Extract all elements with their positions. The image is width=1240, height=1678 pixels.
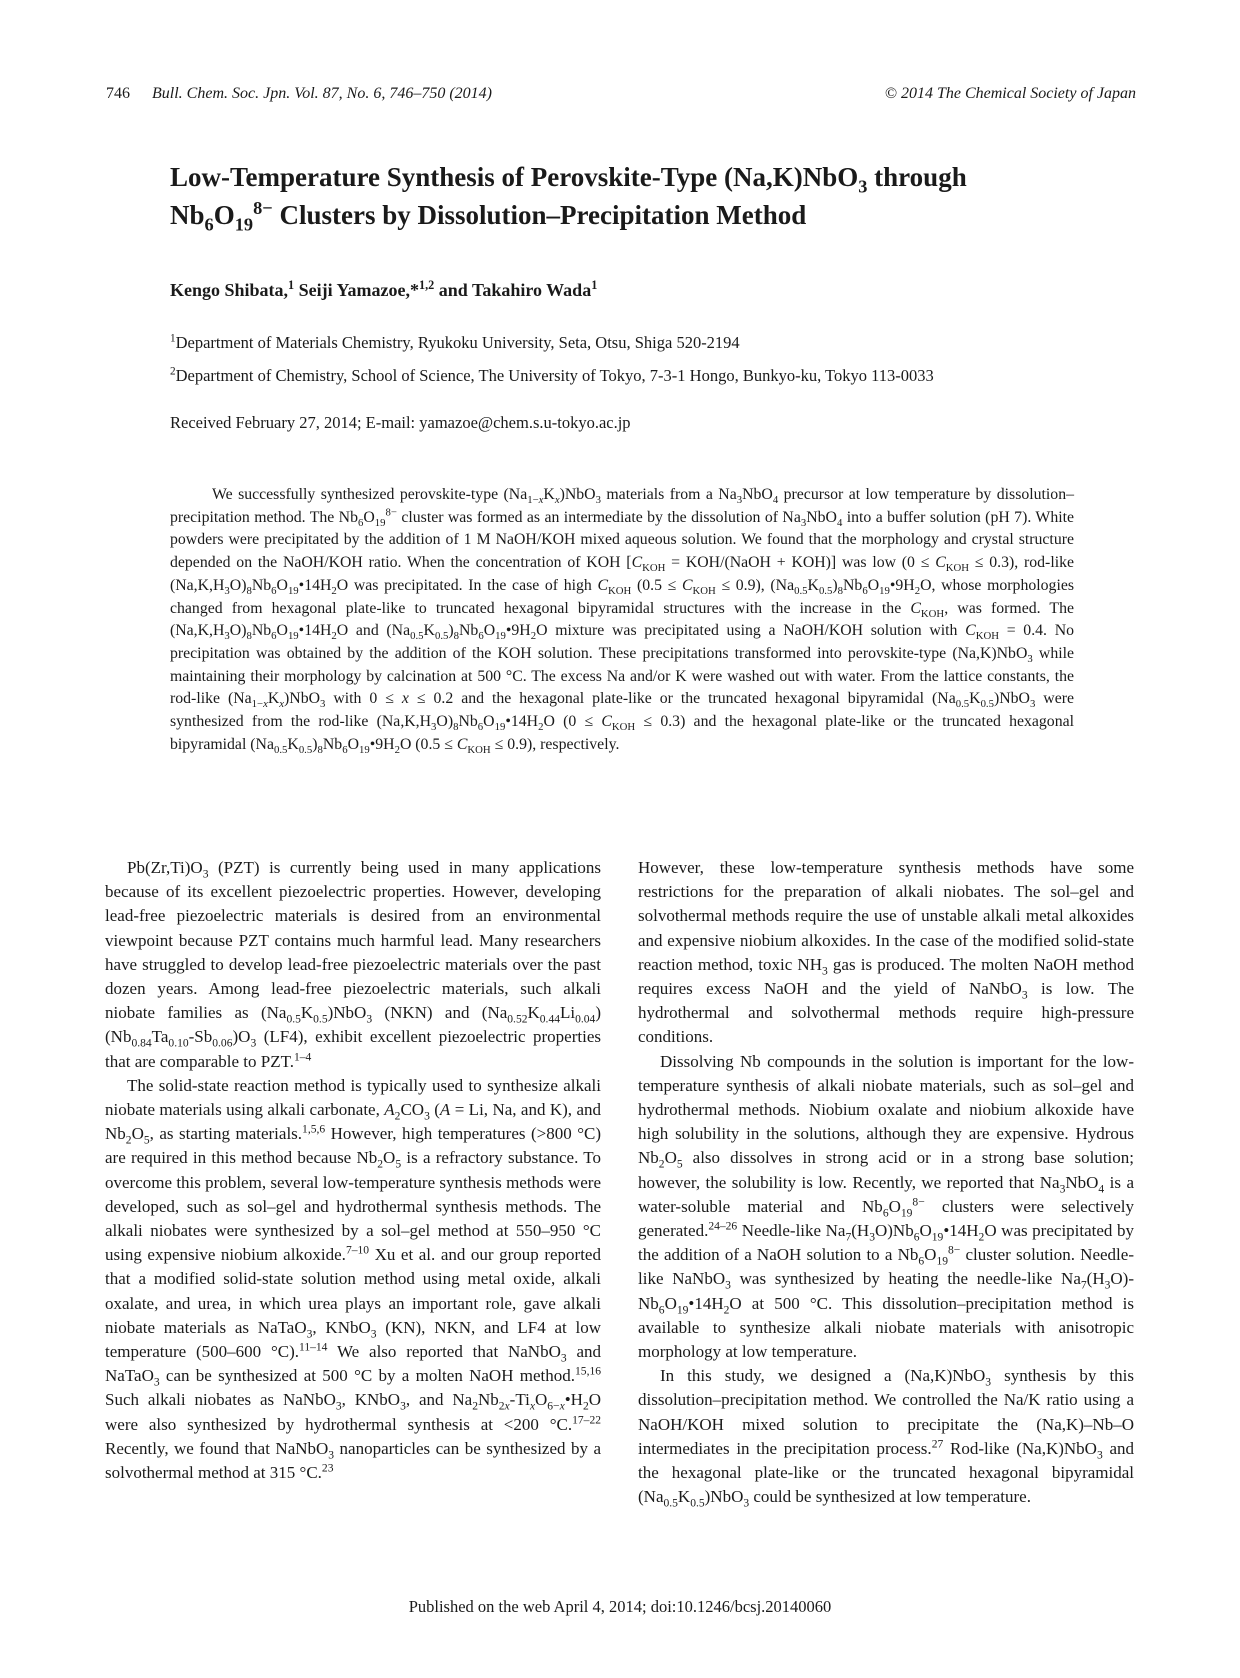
body-column-left [105, 856, 601, 1485]
paragraph: The solid-state reaction method is typically used to synthesize alkali niobate materials using alkali carbonate, $A_2CO_3$ (A = Li, Na, and K), and $Nb_2O_5$, as starting materials.$^{1,5,6}$ However, high temperatures (>800 °C) are required in this method because $Nb_2O_5$ is a refractory substance. To overcome this problem, several low-temperature synthesis methods were developed, such as sol–gel and hydrothermal synthesis methods. The alkali niobates were synthesized by a sol–gel method at 550–950 °C using expensive niobium alkoxide.$^{7-10}$ Xu et al. and our group reported that a modified solid-state solution method using metal oxide, alkali oxalate, and urea, in which urea plays an important role, gave alkali niobate materials as NaTaO$_3$, KNbO$_3$ (KN), NKN, and LF4 at low temperature (500–600 °C).$^{11-14}$ We also reported that NaNbO$_3$ and NaTaO$_3$ can be synthesized at 500 °C by a molten NaOH method.$^{15,16}$ Such alkali niobates as NaNbO$_3$, KNbO$_3$, and $Na_2Nb_{2x}-Ti_xO_{6-x}•H_2O$ were also synthesized by hydrothermal synthesis at <200 °C.$^{17-22}$ Recently, we found that NaNbO$_3$ nanoparticles can be synthesized by a solvothermal method at 315 °C.$^{23}$ [105, 1075, 602, 1483]
article-title: Low-Temperature Synthesis of Perovskite-Type (Na,K)NbO$_3$ through $Nb_6O_{19}^{8-}$ Clusters by Dissolution–Precipitation Method [170, 162, 967, 235]
affiliation-2: $^2$Department of Chemistry, School of Science, The University of Tokyo, 7-3-1 Hongo, Bunkyo-ku, Tokyo 113-0033 [170, 365, 934, 385]
received-date-email: Received February 27, 2014; E-mail: yamazoe@chem.s.u-tokyo.ac.jp [170, 413, 631, 432]
page-number: 746 [106, 85, 130, 102]
author-list: Kengo Shibata,$^1$ Seiji Yamazoe,*$^{1,2}$ and Takahiro Wada$^1$ [170, 278, 598, 300]
affiliation-1: $^1$Department of Materials Chemistry, Ryukoku University, Seta, Otsu, Shiga 520-2194 [170, 332, 740, 352]
body-column-right [638, 856, 1134, 1509]
paragraph: Dissolving Nb compounds in the solution is important for the low-temperature synthesis of alkali niobate materials, such as sol–gel and hydrothermal methods. Niobium oxalate and niobium alkoxide have high solubility in the solutions, although they are expensive. Hydrous $Nb_2O_5$ also dissolves in strong acid or in a strong base solution; however, the solubility is low. Recently, we reported that $Na_3NbO_4$ is a water-soluble material and $Nb_6O_{19}^{8-}$ clusters were selectively generated.$^{24-26}$ Needle-like $Na_7(H_3O)Nb_6O_{19}•14H_2O$ was precipitated by the addition of a NaOH solution to a $Nb_6O_{19}^{8-}$ cluster solution. Needle-like NaNbO$_3$ was synthesized by heating the needle-like $Na_7(H_3O)-Nb_6O_{19}•14H_2O$ at 500 °C. This dissolution–precipitation method is available to synthesize alkali niobate materials with anisotropic morphology at low temperature. [638, 1051, 1134, 1362]
copyright-notice: © 2014 The Chemical Society of Japan [884, 85, 1136, 102]
paragraph: $Pb(Zr,Ti)O_3$ (PZT) is currently being used in many applications because of its excellent piezoelectric properties. However, developing lead-free piezoelectric materials is desired from an environmental viewpoint because PZT contains much harmful lead. Many researchers have struggled to develop lead-free piezoelectric materials over the past dozen years. Among lead-free piezoelectric materials, such alkali niobate families as $(Na_{0.5}K_{0.5})NbO_3$ (NKN) and $(Na_{0.52}K_{0.44}Li_{0.04})(Nb_{0.84}Ta_{0.10}-Sb_{0.06})O_3$ (LF4), exhibit excellent piezoelectric properties that are comparable to PZT.$^{1-4}$ [105, 858, 601, 1071]
paragraph: In this study, we designed a (Na,K)NbO$_3$ synthesis by this dissolution–precipitation method. We controlled the Na/K ratio using a NaOH/KOH mixed solution to precipitate the (Na,K)–Nb–O intermediates in the precipitation process.$^{27}$ Rod-like (Na,K)NbO$_3$ and the hexagonal plate-like or the truncated hexagonal bipyramidal $(Na_{0.5}K_{0.5})NbO_3$ could be synthesized at low temperature. [638, 1366, 1135, 1510]
abstract: We successfully synthesized perovskite-type $(Na_{1-x}K_x)NbO_3$ materials from a $Na_3NbO_4$ precursor at low temperature by dissolution–precipitation method. The $Nb_6O_{19}^{8-}$ cluster was formed as an intermediate by the dissolution of $Na_3NbO_4$ into a buffer solution (pH 7). White powders were precipitated by the addition of 1 M NaOH/KOH mixed aqueous solution. We found that the morphology and crystal structure depended on the NaOH/KOH ratio. When the concentration of KOH [$C_{KOH}$ = KOH/(NaOH + KOH)] was low $(0 \le C_{KOH} \le 0.3)$, rod-like $(Na,K,H_3O)_8Nb_6O_{19}•14H_2O$ was precipitated. In the case of high $C_{KOH}$ $(0.5 \le C_{KOH} \le 0.9)$, $(Na_{0.5}K_{0.5})_8Nb_6O_{19}•9H_2O$, whose morphologies changed from hexagonal plate-like to truncated hexagonal bipyramidal structures with the increase in the $C_{KOH}$, was formed. The $(Na,K,H_3O)_8Nb_6O_{19}•14H_2O$ and $(Na_{0.5}K_{0.5})_8Nb_6O_{19}•9H_2O$ mixture was precipitated using a NaOH/KOH solution with $C_{KOH} = 0.4$. No precipitation was obtained by the addition of the KOH solution. These precipitations transformed into perovskite-type (Na,K)NbO$_3$ while maintaining their morphology by calcination at 500 °C. The excess Na and/or K were washed out with water. From the lattice constants, the rod-like $(Na_{1-x}K_x)NbO_3$ with 0 ≤ x ≤ 0.2 and the hexagonal plate-like or the truncated hexagonal bipyramidal $(Na_{0.5}K_{0.5})NbO_3$ were synthesized from the rod-like $(Na,K,H_3O)_8Nb_6O_{19}•14H_2O$ $(0 \le C_{KOH} \le 0.3)$ and the hexagonal plate-like or the truncated hexagonal bipyramidal $(Na_{0.5}K_{0.5})_8Nb_6O_{19}•9H_2O$ $(0.5 \le C_{KOH} \le 0.9)$, respectively. [170, 486, 1075, 756]
journal-citation: Bull. Chem. Soc. Jpn. Vol. 87, No. 6, 746–750 (2014) [152, 85, 492, 102]
paragraph: However, these low-temperature synthesis methods have some restrictions for the preparation of alkali niobates. The sol–gel and solvothermal methods require the use of unstable alkali metal alkoxides and expensive niobium alkoxides. In the case of the modified solid-state reaction method, toxic $NH_3$ gas is produced. The molten NaOH method requires excess NaOH and the yield of NaNbO$_3$ is low. The hydrothermal and solvothermal methods require high-pressure conditions. [638, 858, 1135, 1047]
running-header [106, 84, 1136, 104]
publication-footer: Published on the web April 4, 2014; doi:10.1246/bcsj.20140060 [408, 1597, 832, 1616]
